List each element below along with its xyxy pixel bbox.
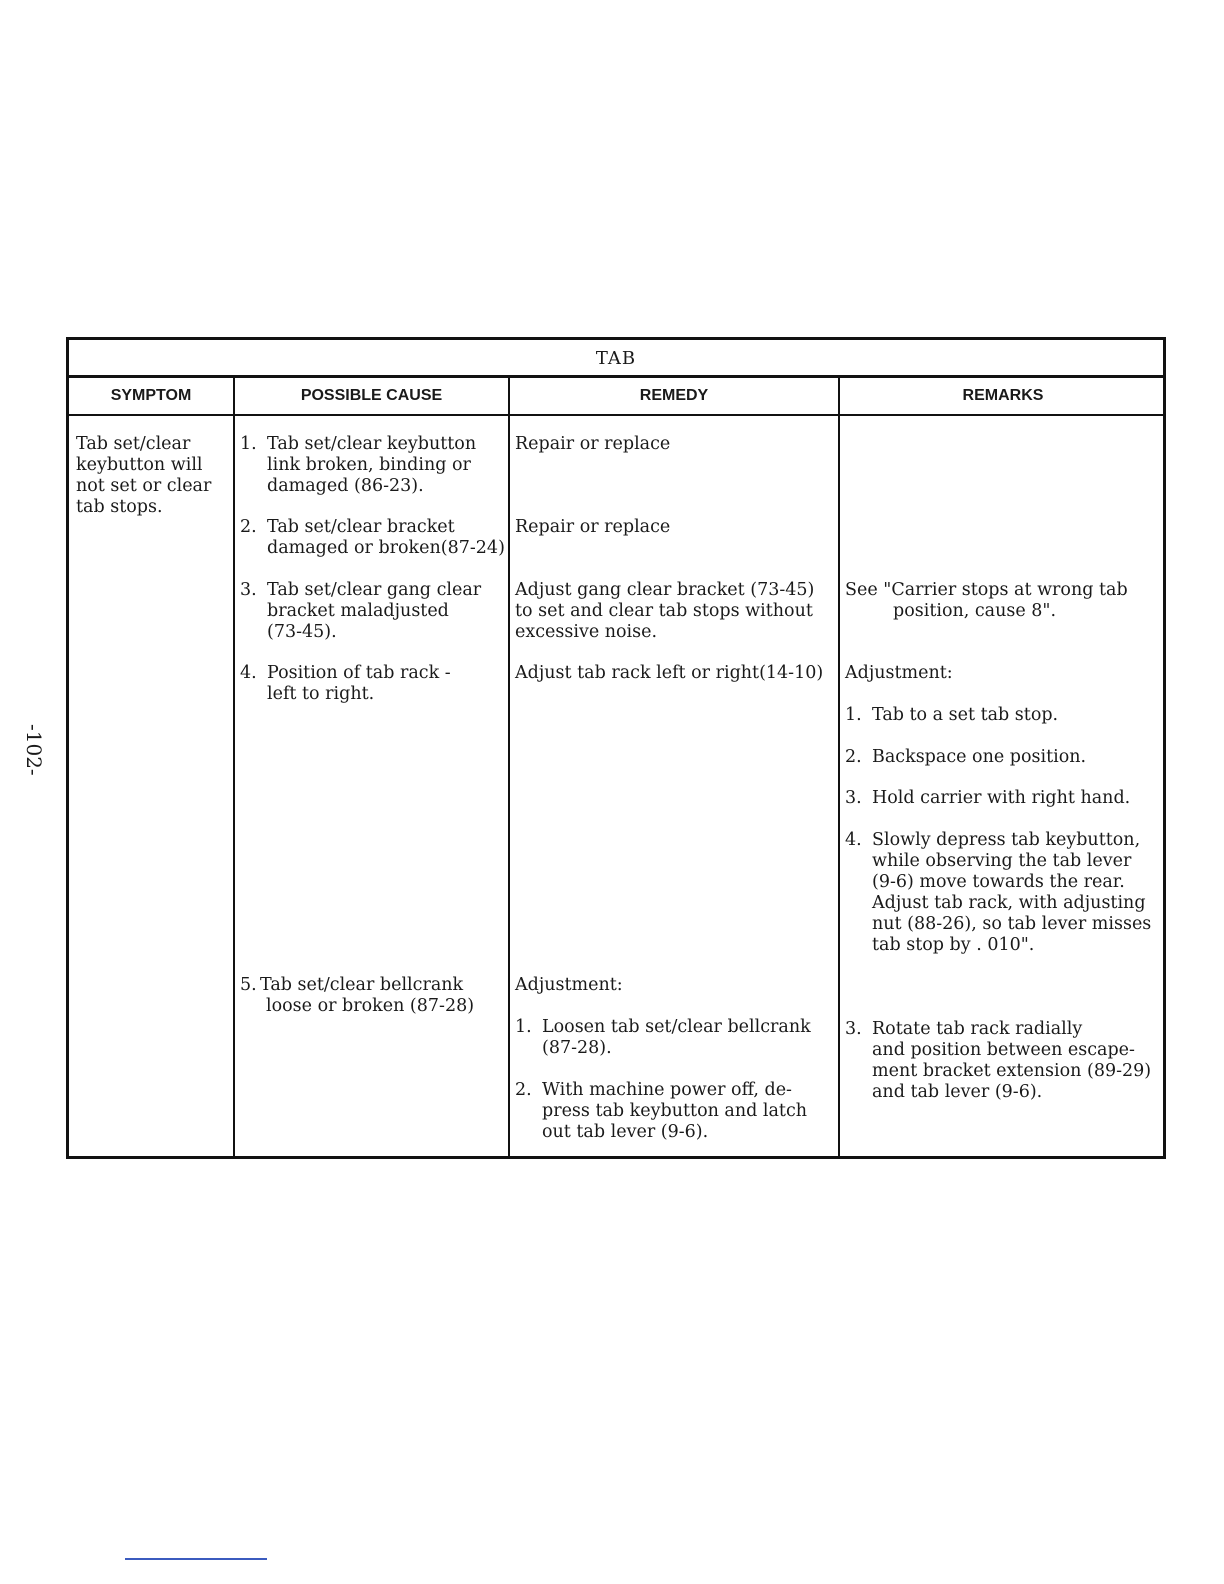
cause-number: 5. bbox=[240, 975, 257, 995]
remark-line: ment bracket extension (89-29) bbox=[872, 1061, 1152, 1081]
remark-see-carrier bbox=[845, 580, 1128, 622]
remedy-line: Adjust gang clear bracket (73-45) bbox=[515, 580, 815, 600]
remedy-number: 1. bbox=[515, 1017, 532, 1037]
remedy-line: press tab keybutton and latch bbox=[542, 1101, 808, 1121]
remark-line: Slowly depress tab keybutton, bbox=[872, 830, 1141, 850]
remedy-line: Adjustment: bbox=[515, 975, 623, 995]
page-number: -102- bbox=[22, 724, 46, 776]
remedy-line: Adjust tab rack left or right(14-10) bbox=[515, 663, 824, 683]
remedy-line: Repair or replace bbox=[515, 517, 671, 537]
header-possible-cause: POSSIBLE CAUSE bbox=[300, 387, 443, 404]
symptom-line: Tab set/clear bbox=[76, 434, 191, 454]
remark-number: 3. bbox=[845, 1019, 862, 1039]
symptom-text bbox=[76, 434, 211, 518]
column-divider bbox=[838, 378, 840, 1156]
remark-line: nut (88-26), so tab lever misses bbox=[872, 914, 1152, 934]
remark-line: Tab to a set tab stop. bbox=[872, 705, 1059, 725]
tab-troubleshooting-table bbox=[66, 337, 1166, 1159]
remark-adjustment bbox=[845, 663, 953, 684]
remark-line: Hold carrier with right hand. bbox=[872, 788, 1131, 808]
cause-number: 2. bbox=[240, 517, 257, 537]
cause-line: Position of tab rack - bbox=[267, 663, 451, 683]
symptom-line: not set or clear bbox=[76, 476, 212, 496]
remark-number: 4. bbox=[845, 830, 862, 850]
cause-line: loose or broken (87-28) bbox=[266, 996, 475, 1016]
cause-line: Tab set/clear bellcrank bbox=[260, 975, 464, 995]
column-divider bbox=[233, 378, 235, 1156]
header-remedy: REMEDY bbox=[639, 387, 709, 404]
remark-line: Rotate tab rack radially bbox=[872, 1019, 1083, 1039]
remark-line: Backspace one position. bbox=[872, 747, 1087, 767]
remedy-line: to set and clear tab stops without bbox=[515, 601, 813, 621]
remark-line: Adjustment: bbox=[845, 663, 953, 683]
remark-line: and position between escape- bbox=[872, 1040, 1135, 1060]
remedy-4 bbox=[515, 663, 823, 684]
remedy-line: With machine power off, de- bbox=[542, 1080, 792, 1100]
remark-number: 3. bbox=[845, 788, 862, 808]
cause-line: Tab set/clear keybutton bbox=[267, 434, 477, 454]
cause-line: link broken, binding or bbox=[267, 455, 471, 475]
remedy-number: 2. bbox=[515, 1080, 532, 1100]
remark-line: Adjust tab rack, with adjusting bbox=[872, 893, 1146, 913]
cause-line: bracket maladjusted bbox=[267, 601, 449, 621]
remark-line: position, cause 8". bbox=[893, 601, 1057, 621]
table-title: TAB bbox=[69, 340, 1163, 378]
symptom-line: keybutton will bbox=[76, 455, 203, 475]
remedy-line: Repair or replace bbox=[515, 434, 671, 454]
remedy-line: Loosen tab set/clear bellcrank bbox=[542, 1017, 811, 1037]
remark-line: while observing the tab lever bbox=[872, 851, 1132, 871]
symptom-line: tab stops. bbox=[76, 497, 163, 517]
remedy-5 bbox=[515, 975, 623, 996]
header-symptom: SYMPTOM bbox=[110, 387, 192, 404]
footnote-rule bbox=[125, 1558, 267, 1560]
cause-line: left to right. bbox=[267, 684, 375, 704]
remedy-line: out tab lever (9-6). bbox=[542, 1122, 709, 1142]
remark-number: 1. bbox=[845, 705, 862, 725]
cause-number: 1. bbox=[240, 434, 257, 454]
remedy-line: excessive noise. bbox=[515, 622, 658, 642]
cause-line: Tab set/clear bracket bbox=[267, 517, 455, 537]
remark-line: (9-6) move towards the rear. bbox=[872, 872, 1125, 892]
column-divider bbox=[508, 378, 510, 1156]
cause-number: 4. bbox=[240, 663, 257, 683]
header-remarks: REMARKS bbox=[962, 387, 1044, 404]
cause-line: damaged (86-23). bbox=[267, 476, 424, 496]
cause-number: 3. bbox=[240, 580, 257, 600]
remark-number: 2. bbox=[845, 747, 862, 767]
remedy-1 bbox=[515, 434, 670, 455]
cause-line: damaged or broken(87-24) bbox=[267, 538, 505, 558]
remark-line: and tab lever (9-6). bbox=[872, 1082, 1043, 1102]
remedy-2 bbox=[515, 517, 670, 538]
cause-line: (73-45). bbox=[267, 622, 337, 642]
remedy-3 bbox=[515, 580, 814, 643]
cause-line: Tab set/clear gang clear bbox=[267, 580, 482, 600]
remark-line: tab stop by . 010". bbox=[872, 935, 1035, 955]
remark-line: See "Carrier stops at wrong tab bbox=[845, 580, 1128, 600]
remedy-line: (87-28). bbox=[542, 1038, 612, 1058]
